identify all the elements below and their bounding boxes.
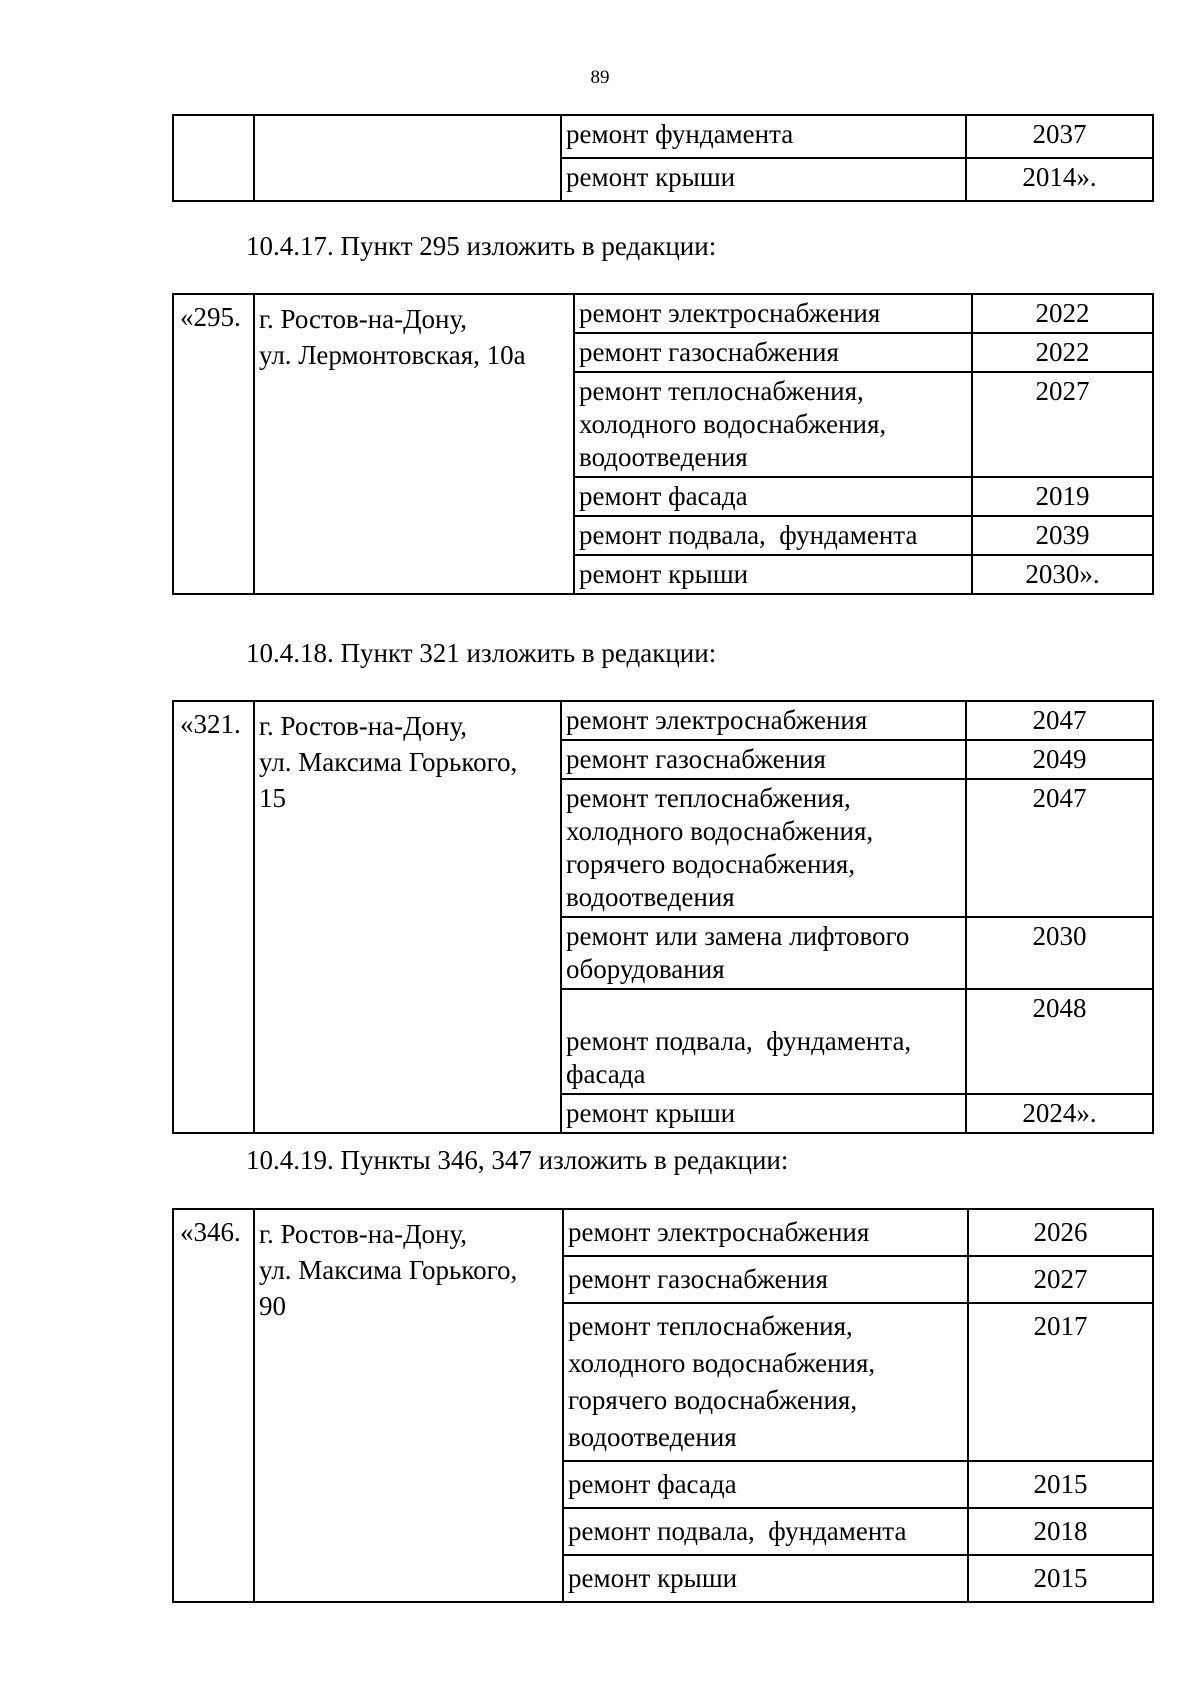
paragraph-10-4-18: 10.4.18. Пункт 321 изложить в редакции: [246,638,717,668]
work-cell: ремонт электроснабжения [574,294,972,333]
year-cell: 2014». [966,158,1153,201]
year-cell: 2019 [972,477,1153,516]
year-cell: 2024». [966,1094,1153,1133]
address-line: г. Ростов-на-Дону, [259,711,468,741]
address-line: г. Ростов-на-Дону, [259,1219,468,1249]
table-item-346 [172,1208,1154,1603]
year-cell: 2047 [966,701,1153,740]
year-cell: 2030». [972,555,1153,594]
work-cell: ремонт или замена лифтового оборудования [561,917,966,989]
work-cell: ремонт крыши [561,158,966,201]
paragraph-10-4-17: 10.4.17. Пункт 295 изложить в редакции: [246,231,717,261]
year-cell: 2015 [968,1555,1153,1602]
year-cell: 2022 [972,294,1153,333]
work-cell: ремонт крыши [574,555,972,594]
address-line: ул. Максима Горького, [259,747,518,777]
table-continuation [172,114,1154,202]
table-row [173,115,1153,158]
year-cell: 2022 [972,333,1153,372]
work-cell: ремонт подвала, фундамента [563,1508,968,1555]
year-cell: 2048 [966,989,1153,1094]
year-cell: 2027 [968,1256,1153,1303]
work-cell: ремонт газоснабжения [563,1256,968,1303]
work-cell: ремонт крыши [561,1094,966,1133]
table-row [173,294,1153,333]
work-cell: ремонт крыши [563,1555,968,1602]
paragraph-10-4-19: 10.4.19. Пункты 346, 347 изложить в редакции: [246,1145,789,1175]
address-line: 90 [259,1291,286,1321]
page-number: 89 [590,67,610,88]
work-cell: ремонт фундамента [561,115,966,158]
work-cell: ремонт газоснабжения [561,740,966,779]
address-cell [254,1209,563,1602]
num-cell [173,115,254,201]
item-number: «295. [173,294,254,594]
address-line: ул. Максима Горького, [259,1255,518,1285]
work-cell: ремонт теплоснабжения, холодного водоснабжения, водоотведения [574,372,972,477]
work-cell: ремонт теплоснабжения, холодного водоснабжения, горячего водоснабжения, водоотведения [563,1303,968,1461]
work-cell: ремонт подвала, фундамента [574,516,972,555]
item-number: «321. [173,701,254,1133]
year-cell: 2030 [966,917,1153,989]
work-cell: ремонт фасада [574,477,972,516]
address-cell [254,294,574,594]
year-cell: 2027 [972,372,1153,477]
work-cell: ремонт теплоснабжения, холодного водоснабжения, горячего водоснабжения, водоотведения [561,779,966,917]
address-cell [254,701,561,1133]
item-number: «346. [173,1209,254,1602]
table-row [173,1209,1153,1256]
year-cell: 2015 [968,1461,1153,1508]
work-cell: ремонт электроснабжения [561,701,966,740]
year-cell: 2037 [966,115,1153,158]
work-cell: ремонт подвала, фундамента, фасада [561,989,966,1094]
address-line: 15 [259,783,286,813]
year-cell: 2026 [968,1209,1153,1256]
work-cell: ремонт фасада [563,1461,968,1508]
address-line: ул. Лермонтовская, 10а [259,340,526,370]
table-row [173,701,1153,740]
address-cell [254,115,561,201]
year-cell: 2017 [968,1303,1153,1461]
table-item-295 [172,293,1154,595]
year-cell: 2018 [968,1508,1153,1555]
table-item-321 [172,700,1154,1134]
year-cell: 2039 [972,516,1153,555]
work-cell: ремонт газоснабжения [574,333,972,372]
year-cell: 2049 [966,740,1153,779]
address-line: г. Ростов-на-Дону, [259,304,468,334]
year-cell: 2047 [966,779,1153,917]
work-cell: ремонт электроснабжения [563,1209,968,1256]
